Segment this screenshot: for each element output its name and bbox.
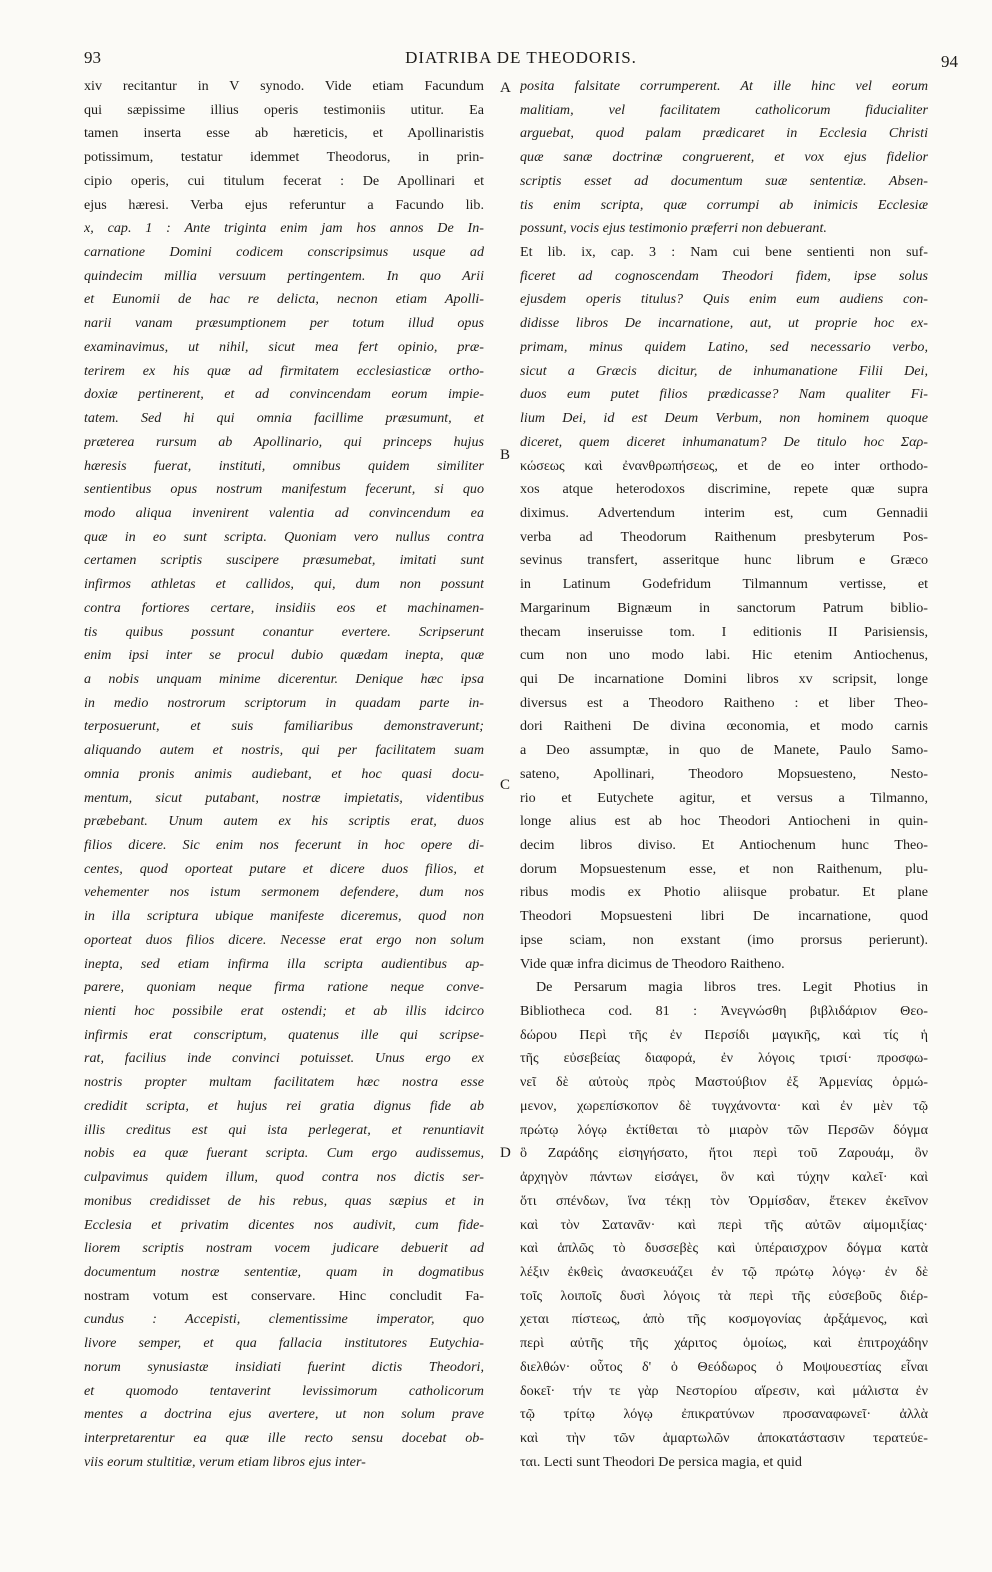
text-line: sentientibus opus nostrum manifestum fecerunt, si quo [84,481,484,498]
text-line: τοῖς λοιποῖς δυσὶ λόγοις τὰ περὶ τῆς εὐσεβοῦς διέρ- [520,1287,928,1304]
text-line: decim libros diviso. Et Antiochenum hunc Theo- [520,837,928,853]
text-line: δοκεῖ· τήν τε γὰρ Νεστορίου αἵρεσιν, καὶ μάλιστα ἐν [520,1382,928,1399]
margin-marker-a: A [500,80,511,96]
text-line: ficeret ad cognoscendam Theodori fidem, ipse solus [520,267,928,284]
text-line: scriptis esset ad documentum suæ sententiæ. Absen- [520,172,928,189]
text-line: et Eunomii de hac re delicta, necnon etiam Apolli- [84,291,484,308]
text-line: tamen inserta esse ab hæreticis, et Apollinaristis [84,125,484,142]
text-line: potissimum, testatur idemmet Theodorus, in prin- [84,149,484,166]
margin-marker-c: C [500,777,511,793]
right-column [520,75,928,1474]
text-line: περὶ αὐτῆς τῆς χάριτος ὁμοίως, καὶ ἐπιτροχάδην [520,1335,928,1352]
text-line: διελθών· οὗτος δ' ὁ Θεόδωρος ὁ Μοψουεστίας εἶναι [520,1358,928,1375]
text-line: Theodori Mopsuesteni libri De incarnatione, quod [520,908,928,925]
text-line: cipio operis, cui titulum fecerat : De Apollinari et [84,172,484,189]
text-line: δώρου Περὶ τῆς ἐν Περσίδι μαγικῆς, καὶ τίς ἡ [520,1026,928,1043]
text-line: duos eum putet filios prædicasse? Nam qualiter Fi- [520,386,928,403]
text-line: infirmos athletas et callidos, qui, dum non possunt [84,576,484,593]
text-line: monibus credidisset de his rebus, quas sæpius et in [84,1192,484,1209]
text-line: μενον, χωρεπίσκοπον δὲ τυγχάνοντα· καὶ ἐν μὲν τῷ [520,1097,928,1114]
text-line: Margarinum Bignæum in sanctorum Patrum biblio- [520,599,928,616]
text-line: diversus est a Theodoro Raitheno : et liber Theo- [520,694,928,711]
text-line: ejusdem operis titulus? Quis enim eum audiens con- [520,291,928,308]
text-line: sevinus transfert, asseritque hunc librum e Græco [520,552,928,569]
text-line: præbebant. Unum autem ex his scriptis erat, duos [84,813,484,830]
text-line: hæresis fuerat, instituti, omnibus quidem similiter [84,457,484,474]
text-line: tis enim scripta, quæ corrumpi ab inimicis Ecclesiæ [520,196,928,213]
text-line: dori Raitheni De divina œconomia, et modo carnis [520,718,928,735]
text-line: ὅτι σπένδων, ἵνα τέκῃ τὸν Ὁρμίσδαν, ἔτεκεν ἐκεῖνον [520,1192,928,1209]
text-line: doxiæ pertinerent, et ad convincendam eorum impie- [84,386,484,403]
text-line: ἀρχηγὸν πάντων εἰσάγει, ὃν καὶ τύχην καλεῖ· καὶ [520,1169,928,1186]
text-line: nienti hoc possibile erat ostendi; et ab illis idcirco [84,1003,484,1020]
text-line: καὶ τὴν τῶν ἁμαρτωλῶν ἀποκατάστασιν τερατεύε- [520,1429,928,1446]
text-line: examinavimus, ut nihil, sicut mea fert opinio, præ- [84,338,484,355]
text-line: contra fortiores certare, insidiis eos et machinamen- [84,599,484,616]
text-line: thecam inseruisse tom. I editionis II Parisiensis, [520,623,928,640]
text-line: et quomodo tentaverint levissimorum catholicorum [84,1382,484,1399]
text-line: quæ in eo sunt scripta. Quoniam vero nullus contra [84,528,484,545]
text-line: narii vanam præsumptionem per totum illud opus [84,315,484,332]
text-line: præterea rursum ab Apollinario, qui princeps hujus [84,433,484,450]
text-line: ται. Lecti sunt Theodori De persica magia, et quid [520,1453,802,1470]
text-line: certamen scriptis suscipere præsumebat, imitati sunt [84,552,484,569]
text-line: τῆς εὐσεβείας διαφορά, ἐν λόγοις τρισί· προσφω- [520,1050,928,1067]
page-number-right: 94 [941,52,958,71]
text-line: cum non uno modo labi. Hic etenim Antiochenus, [520,647,928,664]
text-line: lium Dei, id est Deum Verbum, non hominem quoque [520,410,928,427]
text-line: oporteat duos filios dicere. Necesse erat ergo non solum [84,931,484,948]
text-line: xiv recitantur in V synodo. Vide etiam Facundum [84,78,484,94]
text-line: νεῖ δὲ αὐτοὺς πρὸς Μαστούβιον ἐξ Ἀρμενίας ὁρμώ- [520,1074,928,1091]
text-line: χεται πίστεως, ἀπὸ τῆς κοσμογονίας ἀρξάμενος, καὶ [520,1311,928,1328]
text-line: κώσεως καὶ ἐνανθρωπήσεως, et de eo inter orthodo- [520,457,928,474]
text-line: quæ sanæ doctrinæ congruerent, et vox ejus fidelior [520,149,928,166]
text-line: nostris propter multam facilitatem hæc nostra esse [84,1074,484,1091]
text-line: a Deo assumptæ, in quo de Manete, Paulo Samo- [520,742,928,759]
margin-marker-b: B [500,447,511,463]
text-line: possunt, vocis ejus testimonio præferri non debuerant. [520,220,827,237]
text-line: cundus : Accepisti, clementissime imperator, quo [84,1311,484,1328]
text-line: terirem ex his quæ ad firmitatem ecclesiasticæ ortho- [84,362,484,379]
text-line: interpretarentur ea quæ ille recto sensu docebat ob- [84,1429,484,1446]
running-title: DIATRIBA DE THEODORIS. [405,48,637,67]
page-header [84,48,958,72]
text-line: ipse sciam, non exstant (imo prorsus perierunt). [520,931,928,948]
text-line: liorem scriptis nostram vocem judicare debuerit ad [84,1240,484,1257]
text-line: sicut a Græcis dicitur, de inhumanatione Filii Dei, [520,362,928,379]
text-line: ejus hæresi. Verba ejus referuntur a Facundo lib. [84,196,484,213]
text-line: omnia pronis animis audiebant, et hoc quasi docu- [84,765,484,782]
text-line: in Latinum Godefridum Tilmannum vertisse, et [520,576,928,593]
text-line: filios dicere. Sic enim nos fecerunt in hoc opere di- [84,837,484,853]
text-line: malitiam, vel facilitatem catholicorum fiducialiter [520,101,928,118]
text-line: xos atque heterodoxos discrimine, repete quæ supra [520,481,928,498]
text-line: qui sæpissime illius operis testimoniis utitur. Ea [84,101,484,118]
text-line: καὶ τὸν Σατανᾶν· καὶ περὶ τῆς αὐτῶν αἱμομιξίας· [520,1216,928,1233]
page-number-left: 93 [84,48,101,67]
text-line: primam, minus quidem Latino, sed necessario verbo, [520,338,928,355]
text-line: Et lib. ix, cap. 3 : Nam cui bene sentienti non suf- [520,244,928,261]
text-line: Vide quæ infra dicimus de Theodoro Raitheno. [520,955,785,972]
text-line: enim ipsi inter se procul dubio quædam inepta, quæ [84,647,484,664]
text-line: tis quibus possunt conantur evertere. Scripserunt [84,623,484,640]
left-column [84,75,484,1474]
text-line: rat, facilius inde convinci potuisset. Unus ergo ex [84,1050,484,1067]
text-line: mentum, sicut putabant, nostræ impietatis, videntibus [84,789,484,806]
text-line: norum synusiastæ insidiati fuerint dictis Theodori, [84,1358,484,1375]
text-line: diceret, quem diceret inhumanatum? De titulo hoc Σαρ- [520,433,928,450]
text-line: ὃ Ζαράδης εἰσηγήσατο, ἤτοι περὶ τοῦ Ζαρουάμ, ὃν [520,1145,928,1162]
text-line: De Persarum magia libros tres. Legit Photius in [536,979,928,996]
text-line: πρώτῳ λόγῳ ἐκτίθεται τὸ μιαρὸν τῶν Περσῶν δόγμα [520,1121,928,1138]
text-line: posita falsitate corrumperent. At ille hinc vel eorum [520,78,928,94]
text-line: illis creditus est qui ista perlegerat, et renuntiavit [84,1121,484,1138]
text-line: viis eorum stultitiæ, verum etiam libros ejus inter- [84,1453,366,1470]
text-line: in medio nostrorum scriptorum in quadam parte in- [84,694,484,711]
text-line: x, cap. 1 : Ante triginta enim jam hos annos De In- [84,220,484,237]
text-line: qui De incarnatione Domini libros xv scripsit, longe [520,670,928,687]
text-line: aliquando autem et nostris, qui per facilitatem suam [84,742,484,759]
text-line: terposuerunt, et suis familiaribus demonstraverunt; [84,718,484,735]
text-line: dorum Mopsuestenum esse, et non Raithenum, plu- [520,860,928,877]
text-line: nobis ea quæ fuerant scripta. Cum ergo audissemus, [84,1145,484,1162]
text-line: credidit scripta, et hujus rei gratia dignus fide ab [84,1097,484,1114]
text-line: verba ad Theodorum Raithenum presbyterum Pos- [520,528,928,545]
text-line: diximus. Advertendum interim est, cum Gennadii [520,504,928,521]
text-line: rio et Eutychete agitur, et versus a Tilmanno, [520,789,928,806]
text-line: καὶ ἁπλῶς τὸ δυσσεβὲς καὶ ὑπέραισχρον δόγμα κατὰ [520,1240,928,1257]
text-line: Bibliotheca cod. 81 : Ἀνεγνώσθη βιβλιδάριον Θεο- [520,1003,928,1020]
text-line: in illa scriptura ubique manifeste diceremus, quod non [84,908,484,925]
text-line: Ecclesia et privatim dicentes nos audivit, cum fide- [84,1216,484,1233]
text-line: infirmis erat conscriptum, quatenus ille qui scripse- [84,1026,484,1043]
text-line: vehementer nos istum sermonem defendere, dum nos [84,884,484,901]
margin-marker-d: D [500,1145,511,1161]
text-line: documentum nostræ sententiæ, quam in dogmatibus [84,1263,484,1280]
text-line: nostram votum est conservare. Hinc concludit Fa- [84,1287,484,1304]
text-line: parere, quoniam neque firma ratione neque conve- [84,979,484,996]
text-line: modo aliqua invenirent valentia ad convincendum ea [84,504,484,521]
text-line: didisse libros De incarnatione, aut, ut proprie hoc ex- [520,315,928,332]
text-line: livore semper, et qua fallacia institutores Eutychia- [84,1335,484,1352]
text-line: culpavimus quidem illum, quod contra nos dictis ser- [84,1169,484,1186]
text-line: ribus modis ex Photio aliisque probatur. Et plane [520,884,928,901]
text-line: inepta, sed etiam infirma illa scripta audientibus ap- [84,955,484,972]
text-line: tatem. Sed hi qui omnia facillime præsumunt, et [84,410,484,427]
text-line: centes, quod oporteat putare et dicere duos filios, et [84,860,484,877]
text-line: τῷ τρίτῳ λόγῳ ἐπικρατύνων προσαναφωνεῖ· ἀλλὰ [520,1406,928,1423]
text-line: sateno, Apollinari, Theodoro Mopsuesteno, Nesto- [520,765,928,782]
text-line: quindecim millia versuum pertingentem. In quo Arii [84,267,484,284]
text-line: λέξιν ἐκθεὶς ἀνασκευάζει ἐν τῷ πρώτῳ λόγῳ· ἐν δὲ [520,1263,928,1280]
text-line: mentes a doctrina ejus avertere, ut non solum prave [84,1406,484,1423]
text-line: longe alius est ab hoc Theodori Antiocheni in quin- [520,813,928,830]
text-line: arguebat, quod palam prædicaret in Ecclesia Christi [520,125,928,142]
text-line: carnatione Domini codicem conscripsimus usque ad [84,244,484,261]
text-line: a nobis unquam minime dicerentur. Denique hæc ipsa [84,670,484,687]
